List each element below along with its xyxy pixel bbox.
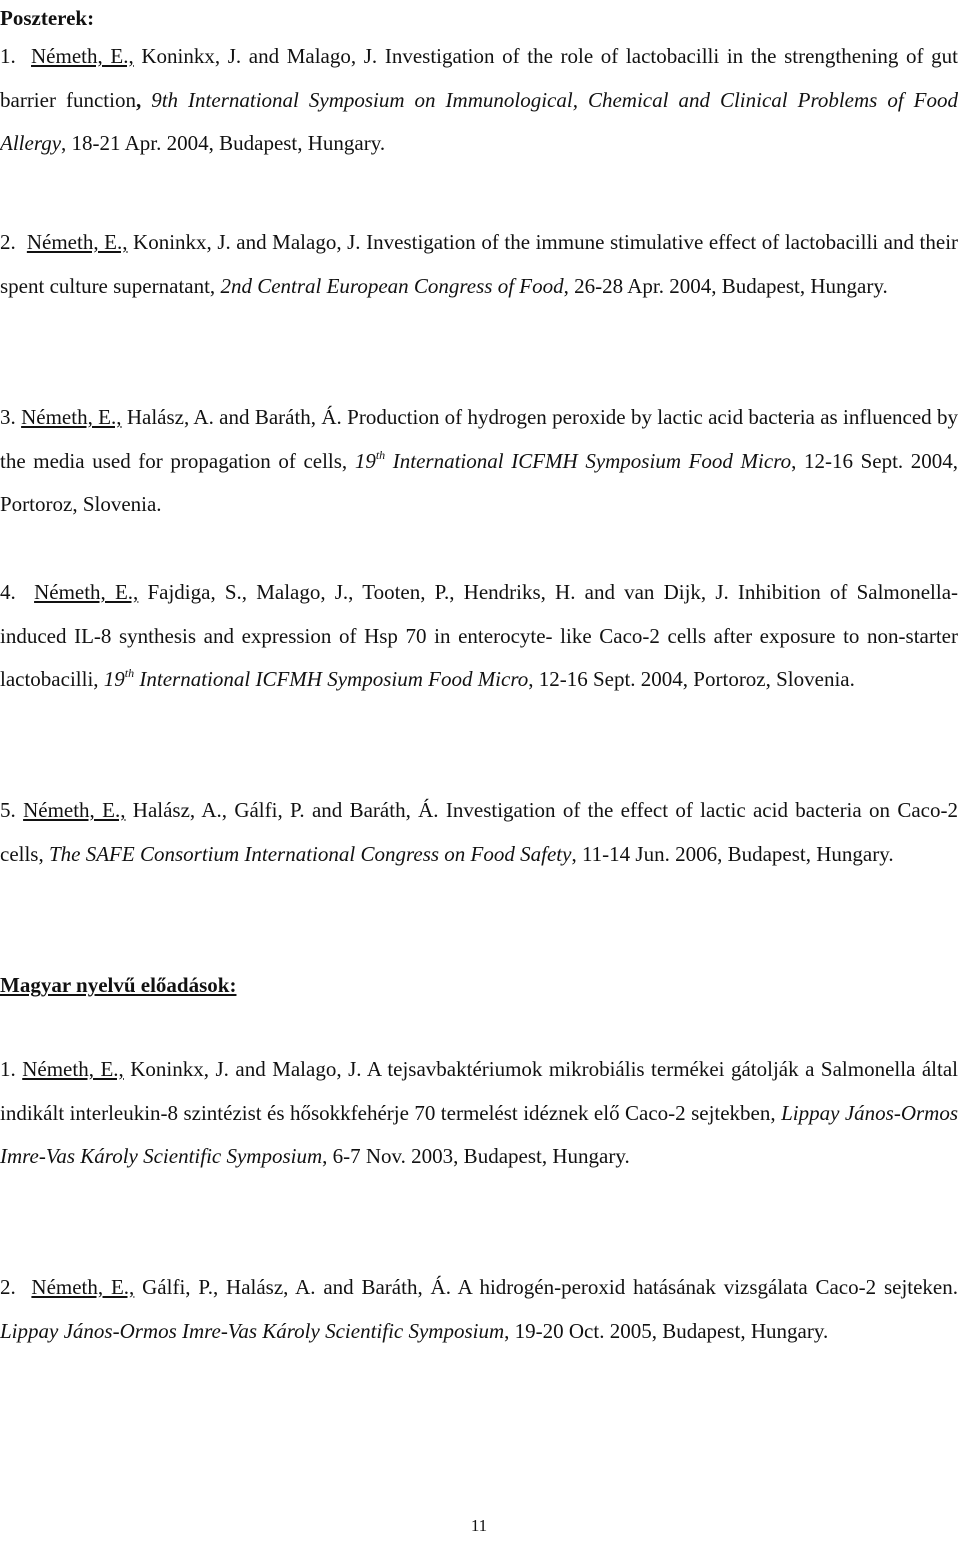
entry-title: Investigation of the effect of lactic acid bacteria on Caco-2 cells, xyxy=(0,798,958,866)
venue: International ICFMH Symposium Food Micro xyxy=(139,667,529,692)
author-main: Németh, E., xyxy=(21,405,122,429)
section-heading-posters: Poszterek: xyxy=(0,6,95,30)
authors: Koninkx, J. and Malago, J. xyxy=(130,1057,362,1081)
list-item: 2. Németh, E., Gálfi, P., Halász, A. and Baráth, Á. A hidrogén-peroxid hatásának vizsgálata Caco-2 sejteken. Lippay János-Ormos Imre-Vas Károly Scientific Symposium, 19-20 Oct. 2005, Budapest, Hungary. xyxy=(0,1275,959,1343)
entry-title: Inhibition of Salmonella- induced IL-8 synthesis and expression of Hsp 70 in enterocyte- like Caco-2 cells after exposure to non-starter lactobacilli, xyxy=(0,580,959,692)
entry-title: A tejsavbaktériumok mikrobiális termékei gátolják a Salmonella által indikált interleukin-8 szintézist és hősokkfehérje 70 termelést idéznek elő Caco-2 sejtekben, xyxy=(0,1057,959,1125)
list-item: 3. Németh, E., Halász, A. and Baráth, Á. Production of hydrogen peroxide by lactic acid bacteria as influenced by the media used for propagation of cells, 19th International ICFMH Symposium Food Micro, 12-16 Sept. 2004, Portoroz, Slovenia. xyxy=(0,405,959,517)
date-place: , 12-16 Sept. 2004, Portoroz, Slovenia. xyxy=(0,448,959,517)
author-main: Németh, E., xyxy=(34,580,139,604)
author-main: Németh, E., xyxy=(31,44,134,68)
list-item: 4. Németh, E., Fajdiga, S., Malago, J., Tooten, P., Hendriks, H. and van Dijk, J. Inhibition of Salmonella- induced IL-8 synthesis and expression of Hsp 70 in enterocyte- like Caco-2 cells after exposure to non-starter lactobacilli, 19th International ICFMH Symposium Food Micro, 12-16 Sept. 2004, Portoroz, Slovenia. xyxy=(0,580,959,692)
author-main: Németh, E., xyxy=(26,230,128,254)
date-place: , 12-16 Sept. 2004, Portoroz, Slovenia. xyxy=(528,667,855,692)
date-place: , 6-7 Nov. 2003, Budapest, Hungary. xyxy=(322,1144,630,1169)
list-item: 1. Németh, E., Koninkx, J. and Malago, J. A tejsavbaktériumok mikrobiális termékei gátolják a Salmonella által indikált interleukin-8 szintézist és hősokkfehérje 70 termelést idéznek elő Caco-2 sejtekben, Lippay János-Ormos Imre-Vas Károly Scientific Symposium, 6-7 Nov. 2003, Budapest, Hungary. xyxy=(0,1057,959,1169)
authors: Fajdiga, S., Malago, J., Tooten, P., Hendriks, H. and van Dijk, J. xyxy=(147,580,729,604)
date-place: , 11-14 Jun. 2006, Budapest, Hungary. xyxy=(571,841,894,866)
venue: Lippay János-Ormos Imre-Vas Károly Scientific Symposium xyxy=(0,1318,505,1343)
venue: 9th International Symposium on Immunological, Chemical and Clinical Problems of Food Allergy xyxy=(0,87,958,156)
date-place: , 19-20 Oct. 2005, Budapest, Hungary. xyxy=(504,1318,829,1343)
authors: Halász, A. and Baráth, Á. xyxy=(126,405,342,429)
authors: Koninkx, J. and Malago, J. xyxy=(133,230,361,254)
author-main: Németh, E., xyxy=(23,798,126,822)
authors: Halász, A., Gálfi, P. and Baráth, Á. xyxy=(132,798,439,822)
venue-ordinal: 19 xyxy=(103,667,125,692)
list-item: 2. Németh, E., Koninkx, J. and Malago, J. Investigation of the immune stimulative effect of lactobacilli and their spent culture supernatant, 2nd Central European Congress of Food, 26-28 Apr. 2004, Budapest, Hungary. xyxy=(0,230,959,298)
authors: Koninkx, J. and Malago, J. xyxy=(141,44,378,68)
page-number: 11 xyxy=(470,1516,488,1535)
venue-ordinal: 19 xyxy=(354,448,376,473)
entry-title: Investigation of the immune stimulative effect of lactobacilli and their spent culture supernatant, xyxy=(0,230,959,298)
entry-title: A hidrogén-peroxid hatásának vizsgálata Caco-2 sejteken. xyxy=(457,1275,959,1299)
section-heading-hungarian: Magyar nyelvű előadások: xyxy=(0,973,237,997)
entry-title: Production of hydrogen peroxide by lactic acid bacteria as influenced by the media used for propagation of cells, xyxy=(0,405,959,473)
entry-title: Investigation of the role of lactobacilli in the strengthening of gut barrier function xyxy=(0,44,958,112)
date-place: , 18-21 Apr. 2004, Budapest, Hungary. xyxy=(61,131,386,156)
list-item: 5. Németh, E., Halász, A., Gálfi, P. and Baráth, Á. Investigation of the effect of lactic acid bacteria on Caco-2 cells, The SAFE Consortium International Congress on Food Safety, 11-14 Jun. 2006, Budapest, Hungary. xyxy=(0,798,958,866)
author-main: Németh, E., xyxy=(31,1275,135,1299)
venue: 2nd Central European Congress of Food xyxy=(220,273,564,298)
venue: International ICFMH Symposium Food Micro xyxy=(392,448,792,473)
date-place: , 26-28 Apr. 2004, Budapest, Hungary. xyxy=(563,273,888,298)
venue: The SAFE Consortium International Congress on Food Safety xyxy=(48,841,572,866)
author-main: Németh, E., xyxy=(22,1057,124,1081)
authors: Gálfi, P., Halász, A. and Baráth, Á. xyxy=(142,1275,451,1299)
venue: Lippay János-Ormos Imre-Vas Károly Scientific Symposium xyxy=(0,1100,959,1169)
list-item: 1. Németh, E., Koninkx, J. and Malago, J. Investigation of the role of lactobacilli in the strengthening of gut barrier function, 9th International Symposium on Immunological, Chemical and Clinical Problems of Food Allergy, 18-21 Apr. 2004, Budapest, Hungary. xyxy=(0,44,958,156)
